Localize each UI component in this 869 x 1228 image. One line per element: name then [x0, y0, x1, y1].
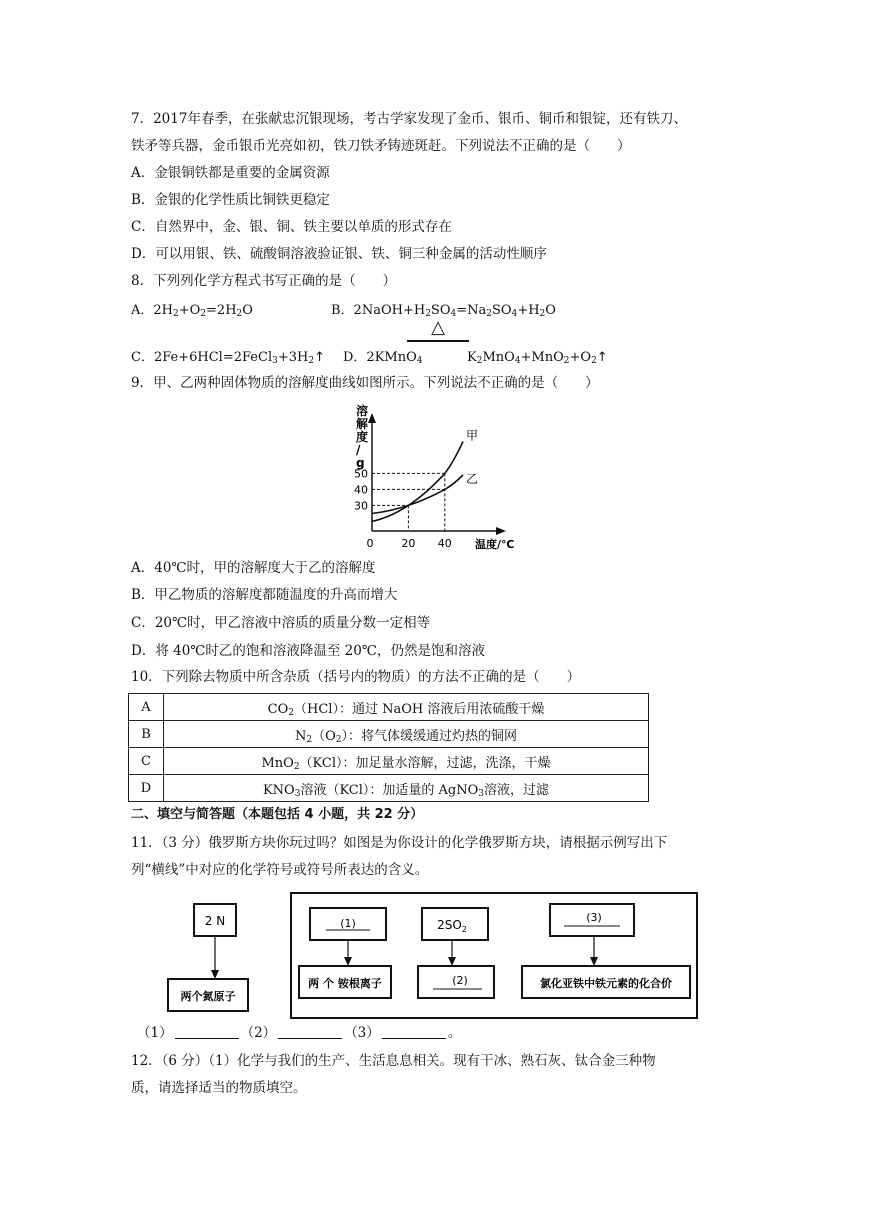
answer-blank-1[interactable] — [175, 1024, 239, 1039]
row-value: $KNO_3$溶液（KCl）：加适量的 AgNO$_3$溶液，过滤 — [164, 775, 649, 802]
q7-stem-line2: 铁矛等兵器，金币银币光亮如初，铁刀铁矛铸迹斑赶。下列说法不正确的是（ ） — [131, 138, 631, 154]
row-value: MnO$_2$（KCl）：加足量水溶解，过滤，洗涤，干燥 — [164, 748, 649, 775]
box-blank-3-label: (3) — [586, 911, 602, 924]
q11-answer-blanks: （1） （2） （3） 。 — [137, 1025, 462, 1041]
box-iron-valence-text: 氯化亚铁中铁元素的化合价 — [540, 977, 672, 990]
series-label-1: 甲 — [466, 428, 479, 443]
q8-stem: 8．下列列化学方程式书写正确的是（ ） — [131, 273, 397, 289]
q7-option-b: B．金银的化学性质比铜铁更稳定 — [131, 192, 330, 208]
y-tick-label: 40 — [354, 483, 368, 497]
q8-option-a: A．$2H_2+O_2=2H_2O$ — [131, 303, 253, 319]
table-row — [129, 694, 649, 721]
q12-stem-line1: 12．（6 分）（1）化学与我们的生产、生活息息相关。现有干冰、熟石灰、钛合金三种物 — [131, 1053, 656, 1069]
table-row — [129, 748, 649, 775]
q7-option-d: D．可以用银、铁、硫酸铜溶液验证银、铁、铜三种金属的活动性顺序 — [131, 246, 547, 262]
row-key: C — [129, 748, 164, 775]
series-label-2: 乙 — [466, 472, 479, 486]
chart-xlabel: 温度/℃ — [475, 538, 515, 551]
x-tick-label: 0 — [366, 537, 374, 550]
q9-stem: 9．甲、乙两种固体物质的溶解度曲线如图所示。下列说法不正确的是（ ） — [131, 375, 599, 391]
q9-option-a: A．40℃时，甲的溶解度大于乙的溶解度 — [131, 560, 376, 576]
q11-stem-line1: 11．（3 分）俄罗斯方块你玩过吗？如图是为你设计的化学俄罗斯方块，请根据示例写出下 — [131, 835, 668, 851]
q7-option-c: C．自然界中，金、银、铜、铁主要以单质的形式存在 — [131, 219, 452, 235]
heat-symbol: △ — [431, 317, 445, 338]
q8-option-d-products: $K_2MnO_4+MnO_2+O_2↑$ — [467, 350, 608, 366]
y-tick-label: 30 — [354, 499, 368, 513]
row-value: $CO_2(HCl)$：通过 NaOH 溶液后用浓硫酸干燥 — [164, 694, 649, 721]
row-value: $N_2(O_2)$：将气体缓缓通过灼热的铜网 — [164, 721, 649, 748]
q10-options-table — [128, 693, 649, 802]
box-2so2-text: $2SO_2$ — [437, 918, 467, 934]
y-axis-arrow — [368, 413, 376, 423]
arrowhead-1 — [344, 957, 352, 966]
q8-option-d: D．2KMnO$_4$ — [343, 350, 423, 366]
q10-stem: 10．下列除去物质中所含杂质（括号内的物质）的方法不正确的是（ ） — [131, 669, 581, 685]
q12-stem-line2: 质，请选择适当的物质填空。 — [131, 1080, 307, 1096]
arrowhead-3 — [590, 957, 598, 966]
q9-option-d: D．将 40℃时乙的饱和溶液降温至 20℃，仍然是饱和溶液 — [131, 643, 485, 659]
box-2n-text: 2 N — [204, 914, 226, 928]
x-tick-label: 40 — [437, 537, 452, 550]
y-tick-label: 50 — [354, 467, 368, 481]
box-ammonium-text: 两 个 铵根离子 — [308, 977, 382, 990]
arrowhead-2 — [448, 957, 456, 966]
series-line-1 — [372, 441, 463, 521]
arrowhead-2n — [211, 970, 219, 979]
row-key: A — [129, 694, 164, 721]
q8-option-c: C．$2Fe+6HCl=2FeCl_3+3H_2↑$ — [131, 350, 325, 366]
q9-option-b: B．甲乙物质的溶解度都随温度的升高而增大 — [131, 587, 398, 603]
reaction-condition-line — [407, 340, 469, 342]
x-axis-arrow — [496, 527, 506, 535]
row-key: B — [129, 721, 164, 748]
answer-blank-2[interactable] — [278, 1024, 342, 1039]
series-line-2 — [372, 475, 463, 513]
q7-option-a: A．金银铜铁都是重要的金属资源 — [131, 165, 330, 181]
q7-stem-line1: 7．2017年春季，在张献忠沉银现场，考古学家发现了金币、银币、铜币和银锭，还有铁刀、 — [131, 111, 687, 127]
table-row — [129, 775, 649, 802]
x-tick-label: 20 — [401, 537, 416, 550]
answer-blank-3[interactable] — [382, 1024, 446, 1039]
row-key: D — [129, 775, 164, 802]
tetris-diagram — [160, 890, 705, 1025]
q9-option-c: C．20℃时，甲乙溶液中溶质的质量分数一定相等 — [131, 615, 431, 631]
chart-ylabel: 溶解度/ g — [356, 404, 369, 470]
solubility-chart — [350, 403, 520, 553]
q11-stem-line2: 列“横线”中对应的化学符号或符号所表达的含义。 — [131, 862, 429, 878]
question-frame — [291, 893, 697, 1018]
q8-option-b: B．$2NaOH+H_2SO_4=Na_2SO_4+H_2O$ — [331, 303, 556, 319]
box-two-n-atoms-text: 两个氮原子 — [180, 990, 236, 1003]
section-2-title: 二、填空与简答题（本题包括 4 小题，共 22 分） — [131, 807, 424, 822]
table-row — [129, 721, 649, 748]
box-blank-1-label: (1) — [340, 917, 356, 930]
box-blank-2-label: (2) — [452, 974, 468, 987]
